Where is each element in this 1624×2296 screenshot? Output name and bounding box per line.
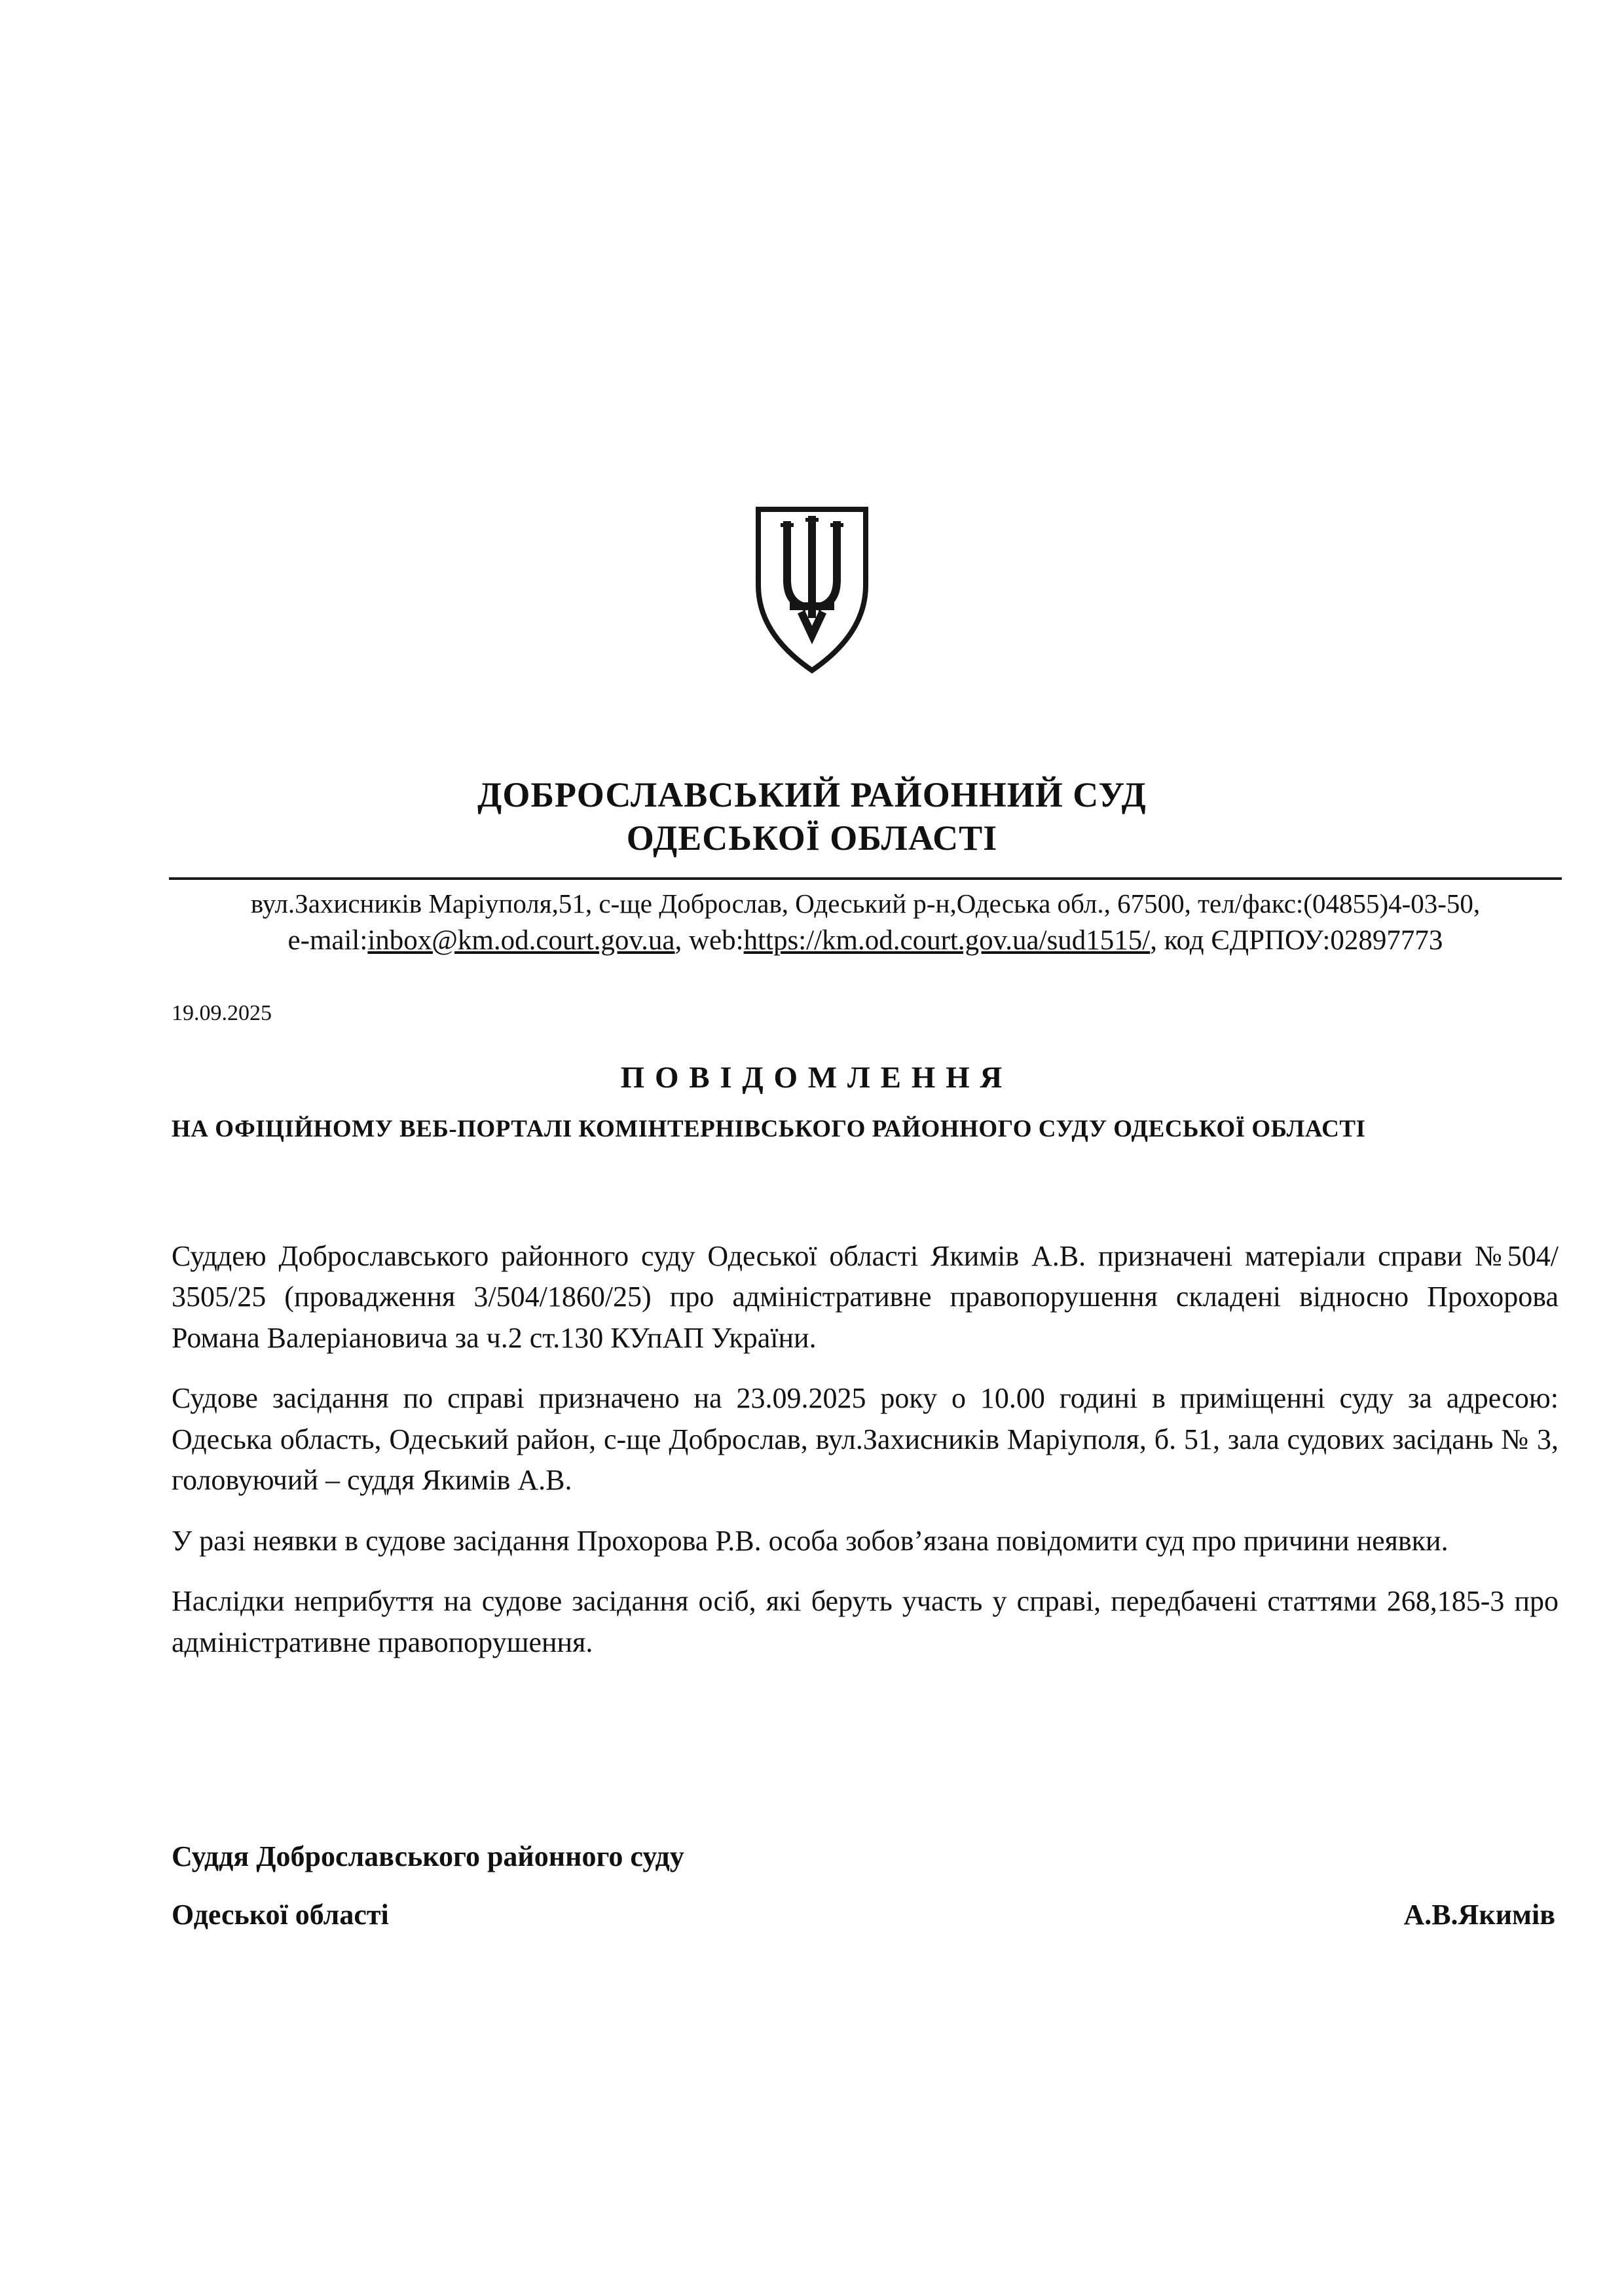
judge-signature-line2: Одеської області xyxy=(172,1898,389,1931)
body-paragraph: Наслідки неприбуття на судове засідання осіб, які беруть участь у справі, передбачені статтями 268,185-3 про адміністративне правопорушення. xyxy=(172,1585,1559,1658)
document-date: 19.09.2025 xyxy=(172,1000,272,1025)
body-paragraph: Суддею Доброславського районного суду Одеської області Якимів А.В. призначені матеріали справи №504/ 3505/25 (провадження 3/504/1860/25) про адміністративне правопорушення складені відносно Прохорова Романа Валеріановича за ч.2 ст.130 КУпАП України. xyxy=(172,1239,1559,1354)
signature-block xyxy=(172,1840,1555,1931)
web-link[interactable]: https://km.od.court.gov.ua/sud1515/ xyxy=(743,924,1151,956)
notice-subtitle: НА ОФІЦІЙНОМУ ВЕБ-ПОРТАЛІ КОМІНТЕРНІВСЬКОГО РАЙОННОГО СУДУ ОДЕСЬКОЇ ОБЛАСТІ xyxy=(172,1115,1366,1142)
body-paragraph: У разі неявки в судове засідання Прохорова Р.В. особа зобов’язана повідомити суд про причини неявки. xyxy=(172,1524,1449,1557)
notice-title: П О В І Д О М Л Е Н Н Я xyxy=(620,1060,1004,1095)
ukraine-trident-icon xyxy=(747,504,877,677)
emblem-container xyxy=(0,0,1624,677)
email-label: e-mail: xyxy=(287,924,368,956)
notice-body xyxy=(172,1236,1559,1663)
court-name xyxy=(0,774,1624,860)
court-name-line2: ОДЕСЬКОЇ ОБЛАСТІ xyxy=(626,818,998,858)
judge-signature-line1: Суддя Доброславського районного суду xyxy=(172,1840,684,1872)
court-name-line1: ДОБРОСЛАВСЬКИЙ РАЙОННИЙ СУД xyxy=(477,775,1147,814)
court-address: вул.Захисників Маріуполя,51, с-ще Доброслав, Одеський р-н,Одеська обл., 67500, тел/факс:(04855)4-03-50, xyxy=(250,888,1481,919)
header-divider xyxy=(169,877,1562,880)
court-contacts xyxy=(169,924,1562,957)
body-paragraph: Судове засідання по справі призначено на 23.09.2025 року о 10.00 годині в приміщенні суду за адресою: Одеська область, Одеський район, с-ще Доброслав, вул.Захисників Маріуполя, б. 51, зала судових засідань № 3, головуючий – суддя Якимів А.В. xyxy=(172,1382,1559,1497)
email-link[interactable]: inbox@km.od.court.gov.ua xyxy=(367,924,675,956)
web-label: , web: xyxy=(674,924,744,956)
judge-name: А.В.Якимів xyxy=(1403,1898,1555,1931)
edrpou-code: , код ЄДРПОУ:02897773 xyxy=(1150,924,1443,956)
